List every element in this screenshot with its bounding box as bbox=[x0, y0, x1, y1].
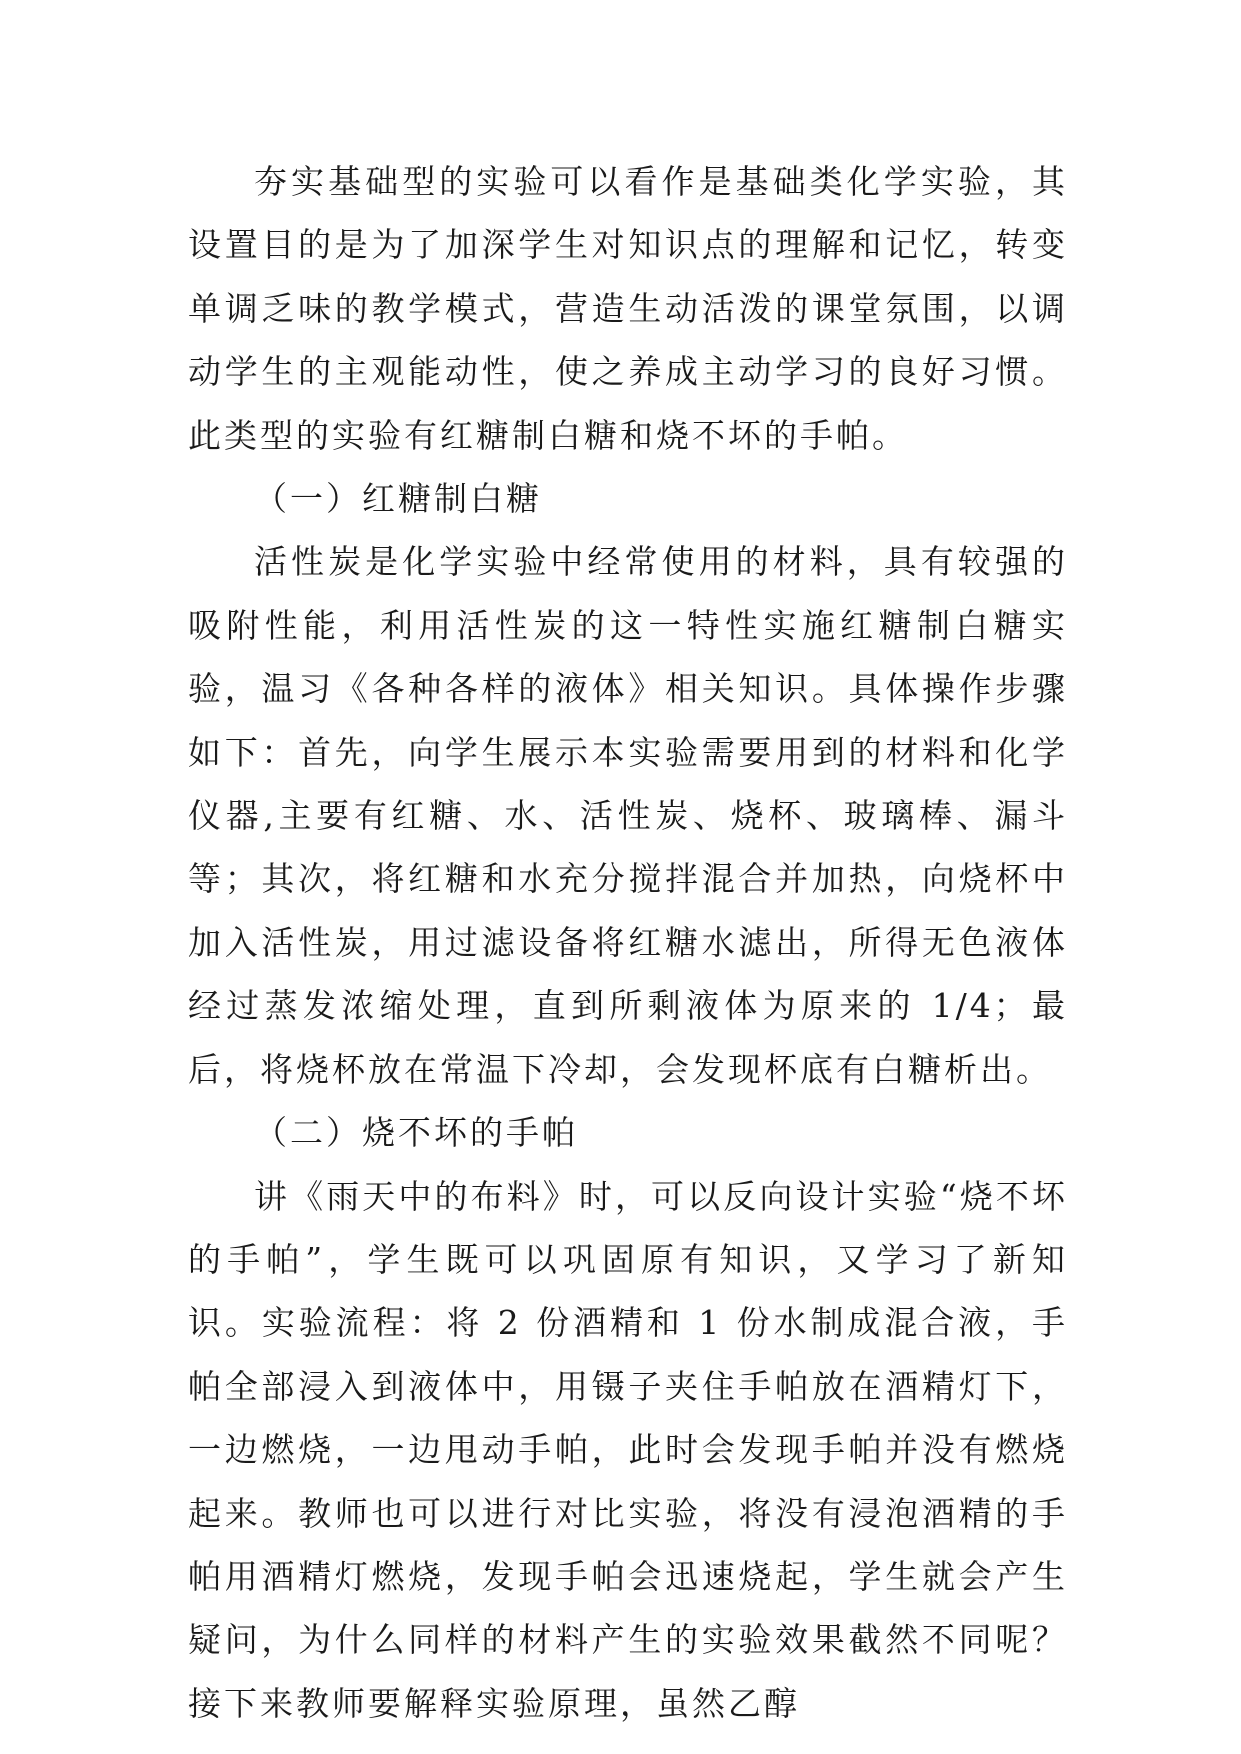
paragraph-handkerchief: 讲《雨天中的布料》时，可以反向设计实验“烧不坏的手帕”，学生既可以巩固原有知识，又学习了新知识。实验流程：将 2 份酒精和 1 份水制成混合液，手帕全部浸入到液体中，用镊子夹住手帕放在酒精灯下，一边燃烧，一边甩动手帕，此时会发现手帕并没有燃烧起来。教师也可以进行对比实验，将没有浸泡酒精的手帕用酒精灯燃烧，发现手帕会迅速烧起，学生就会产生疑问，为什么同样的材料产生的实验效果截然不同呢？接下来教师要解释实验原理，虽然乙醇 bbox=[188, 1176, 1068, 1723]
section-heading-handkerchief: （二）烧不坏的手帕 bbox=[254, 1113, 578, 1153]
section-heading-brown-sugar: （一）红糖制白糖 bbox=[254, 479, 542, 519]
document-body bbox=[188, 150, 1068, 1735]
paragraph-brown-sugar: 活性炭是化学实验中经常使用的材料，具有较强的吸附性能，利用活性炭的这一特性实施红糖制白糖实验，温习《各种各样的液体》相关知识。具体操作步骤如下：首先，向学生展示本实验需要用到的材料和化学仪器,主要有红糖、水、活性炭、烧杯、玻璃棒、漏斗等；其次，将红糖和水充分搅拌混合并加热，向烧杯中加入活性炭，用过滤设备将红糖水滤出，所得无色液体经过蒸发浓缩处理，直到所剩液体为原来的 1/4；最后，将烧杯放在常温下冷却，会发现杯底有白糖析出。 bbox=[188, 542, 1068, 1089]
paragraph-intro: 夯实基础型的实验可以看作是基础类化学实验，其设置目的是为了加深学生对知识点的理解和记忆，转变单调乏味的教学模式，营造生动活泼的课堂氛围，以调动学生的主观能动性，使之养成主动学习的良好习惯。此类型的实验有红糖制白糖和烧不坏的手帕。 bbox=[188, 162, 1068, 455]
